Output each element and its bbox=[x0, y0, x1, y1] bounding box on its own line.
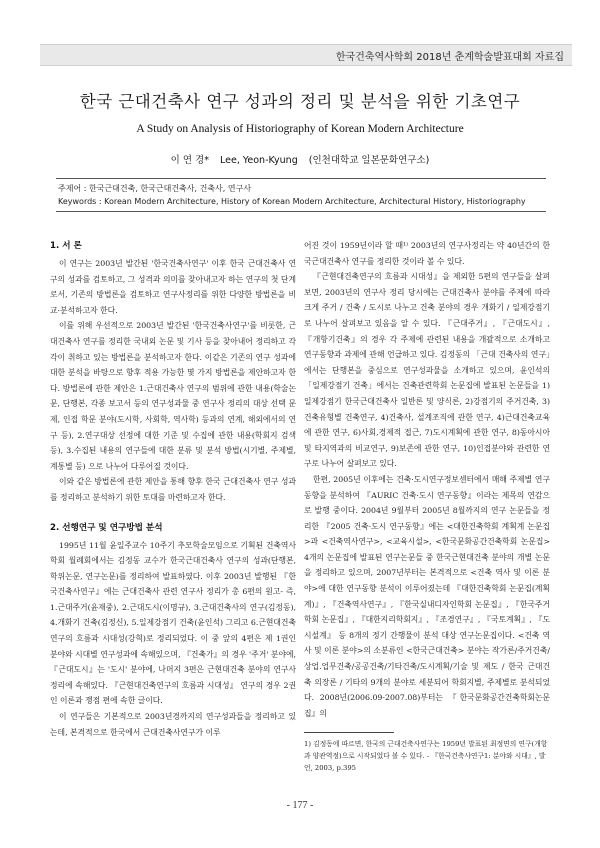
body-paragraph: 『근현대건축연구의 흐름과 시대성』을 제외한 5편의 연구들을 살펴보면, 2003년의 연구사 정리 당시에는 근대건축사 분야를 주제에 따라 크게 주거 / 건축 / 도시로 나누고 건축 분야의 경우 개화기 / 일제강점기로 나누어 살펴보고 있음을 알 수 있다. 『근대주거』, 『근대도시』, 『개항기건축』의 경우 각 주제에 관련된 내용을 개괄적으로 소개하고 연구동향과 과제에 관해 언급하고 있다. 김정동의 「근대 건축사의 연구」에서는 단행본을 중심으로 연구성과물을 소개하고 있으며, 윤인석의 「일제강점기 건축」에서는 건축관련학회 논문집에 발표된 논문들을 1)일제강점기 한국근대건축사 일반론 및 양식론, 2)강점기의 주거건축, 3)건축유형별 건축연구, 4)건축사, 설계조직에 관한 연구, 4)근대건축교육에 관한 연구, 6)사회,경제적 접근, 7)도시계획에 관한 연구, 8)동아시아 및 타지역과의 비교연구, 9)보존에 관한 연구, 10)인접분야와 관련한 연구로 나누어 살펴보고 있다. bbox=[304, 272, 550, 469]
author-name-korean: 이 연 경* bbox=[170, 155, 209, 166]
left-column bbox=[50, 238, 296, 740]
keywords-korean: 주제어 : 한국근대건축, 한국근대건축사, 건축사, 연구사 bbox=[58, 184, 252, 193]
body-paragraph: 이 연구들은 기본적으로 2003년경까지의 연구성과들을 정리하고 있는데, 본격적으로 한국에서 근대건축사연구가 이루 bbox=[50, 712, 296, 737]
conference-header-text: 한국건축역사학회 2018년 춘계학술발표대회 자료집 bbox=[335, 52, 564, 63]
page-number: - 177 - bbox=[286, 800, 314, 811]
body-paragraph: 어진 것이 1959년이라 할 때¹⁾ 2003년의 연구사정리는 약 40년간의 한국근대건축사 연구를 정리한 것이라 볼 수 있다. bbox=[304, 241, 550, 266]
author-line bbox=[0, 152, 600, 166]
right-column bbox=[304, 238, 550, 721]
conference-header-bar bbox=[40, 44, 572, 66]
footnote-divider bbox=[304, 732, 394, 733]
section-heading-prior-research: 2. 선행연구 및 연구방법 분석 bbox=[50, 522, 163, 533]
paper-title-english: A Study on Analysis of Historiography of Korean Modern Architecture bbox=[136, 123, 464, 135]
body-paragraph: 1995년 11월 윤일주교수 10주기 추모학술모임으로 기획된 건축역사학회 월례회에서는 김정동 교수가 한국근대건축사 연구의 성과(단행본, 학위논문, 연구논문)를 정리하여 발표하였다. 이후 2003년 발행된 『한국건축사연구』에는 근대건축사 관련 연구사 정리가 총 6편의 원고- 즉, 1.근대주거(윤재중), 2.근대도시(이명규), 3.근대건축사의 연구(김정동), 4.개화기 건축(김정신), 5.일제강점기 건축(윤인석) 그리고 6.근현대건축연구의 흐름과 시대성(강혁)로 정리되었다. 이 중 앞의 4편은 제 1권인 분야와 시대별 연구성과에 속해있으며, 『건축가』의 경우 '주거' 분야에, 『근대도시』는 '도시' 분야에, 나머지 3편은 근현대건축 분야의 연구사 정리에 속해있다. 『근현대건축연구의 흐름과 시대성』 연구의 경우 2권인 이론과 쟁점 편에 속한 글이다. bbox=[50, 540, 296, 706]
author-affiliation: (인천대학교 일본문화연구소) bbox=[308, 155, 430, 166]
body-paragraph: 한편, 2005년 이후에는 건축·도시연구정보센터에서 매해 주제별 연구동향을 분석하여 『AURIC 건축·도시 연구동향』이라는 제목의 연감으로 발행 중이다. 2004년 9월부터 2005년 8월까지의 연구 논문들을 정리한 『2005 건축·도시 연구동향』에는 <대한건축학회 계획계 논문집>과 <건축역사연구>, <교육시설>, <한국문화공간건축학회 논문집> 4개의 논문집에 발표된 연구논문들 중 한국근현대건축 분야의 개별 논문을 정리하고 있으며, 2007년부터는 본격적으로 <건축 역사 및 이론 분야>에 대한 연구동향 분석이 이루어졌는데 『대한건축학회 논문집(계획계)』, 『건축역사연구』, 『한국실내디자인학회 논문집』, 『한국주거학회 논문집』, 『대한지리학회지』, 『조경연구』, 『국토계획』, 『도시설계』 등 8개의 정기 간행물이 분석 대상 연구논문집이다. <건축 역사 및 이론 분야>의 소분류인 <한국근대건축> 분야는 작가론/주거건축/상업.업무건축/공공건축/기타건축/도시계획/기술 및 제도 / 한국 근대건축 의장론 / 기타의 9개의 분야로 세분되어 학회지별, 주제별로 분석되었다. 2008년(2006.09-2007.08)부터는 『한국문화공간건축학회논문집』의 bbox=[304, 474, 550, 718]
paper-title-korean: 한국 근대건축사 연구 성과의 정리 및 분석을 위한 기초연구 bbox=[79, 92, 521, 111]
footnote: 1) 김정동에 따르면, 한국의 근대건축사연구는 1959년 발표된 최정면의 연구(개항과 양관역정)으로 시작되었다 볼 수 있다. - 『한국건축사연구1: 분야와 시대』, 발언, 2003, p.395 bbox=[304, 740, 548, 772]
section-heading-introduction: 1. 서 론 bbox=[50, 241, 82, 251]
keywords-box bbox=[56, 178, 546, 212]
body-paragraph: 이 연구는 2003년 발간된 '한국건축사연구' 이후 한국 근대건축사 연구의 성과를 검토하고, 그 성격과 의미를 찾아내고자 하는 연구의 첫 단계로서, 기존의 방법론을 검토하고 연구사정리를 위한 다양한 방법론을 비교·분석하고자 한다. bbox=[50, 259, 296, 315]
body-paragraph: 이와 같은 방법론에 관한 제안을 통해 향후 한국 근대건축사 연구 성과를 정리하고 분석하기 위한 토대를 마련하고자 한다. bbox=[50, 477, 296, 502]
body-paragraph: 이를 위해 우선적으로 2003년 발간된 '한국건축사연구'를 비롯한, 근대건축사 연구를 정리한 국내외 논문 및 기사 등을 찾아내어 정리하고 각각이 취하고 있는 방법론을 분석하고자 한다. 이같은 기존의 연구 성과에 대한 분석을 바탕으로 향후 적용 가능한 몇 가지 방법론을 제안하고자 한다. 방법론에 관한 제안은 1.근대건축사 연구의 범위에 관한 내용(학술논문, 단행본, 각종 보고서 등의 연구성과물 중 연구사 정리의 대상 선택 문제, 인접 학문 분야(도시학, 사회학, 역사학) 등과의 연계, 해외에서의 연구 등), 2.연구대상 선정에 대한 기준 및 수집에 관한 내용(학회지 검색 등), 3.수집된 내용의 연구들에 대한 분류 및 분석 방법(시기별, 주제별, 계통별 등) 으로 나누어 다루어질 것이다. bbox=[50, 321, 296, 471]
section-spacer bbox=[50, 506, 296, 520]
author-name-english: Lee, Yeon-Kyung bbox=[220, 155, 298, 166]
keywords-english: Keywords : Korean Modern Architecture, History of Korean Modern Architecture, Architectural History, Historiography bbox=[58, 197, 526, 206]
